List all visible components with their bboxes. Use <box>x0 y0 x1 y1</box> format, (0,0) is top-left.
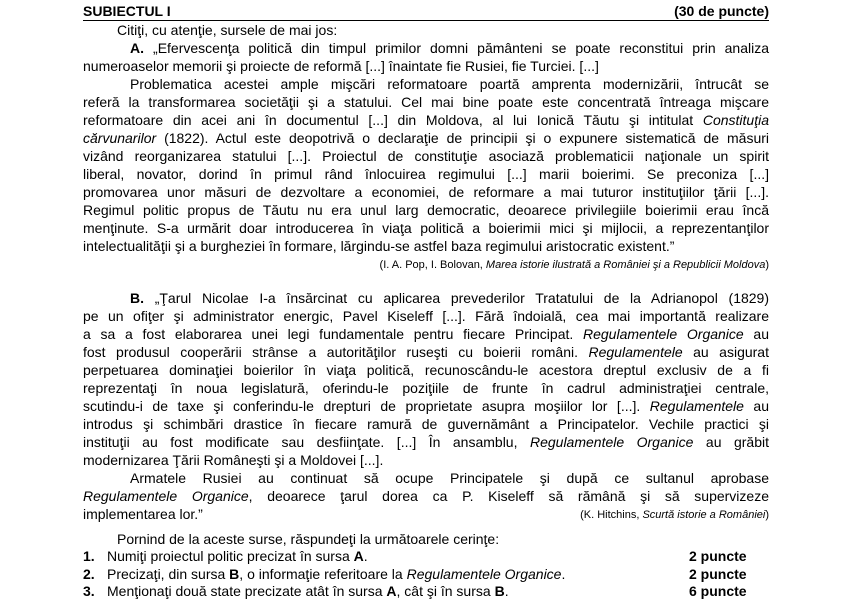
question-number: 1. <box>83 548 95 564</box>
source-b-line-2: pe un ofiţer şi administrator energic, Pavel Kiseleff [...]. Fără îndoială, cea mai importantă realizare <box>83 308 769 324</box>
source-a-line-2: numeroaselor memorii şi proiecte de reformă [...] înaintate fie Rusiei, fie Turciei. [...] <box>83 58 599 74</box>
source-a-label: A. <box>130 40 144 56</box>
source-b-line-1: B. „Ţarul Nicolae I-a însărcinat cu aplicarea prevederilor Tratatului de la Adrianopol (1829) <box>130 290 770 306</box>
question-item: 3. Menţionaţi două state precizate atât în sursa A, cât şi în sursa B. 6 puncte <box>83 583 747 599</box>
source-b-line-11: Armatele Rusiei au continuat să ocupe Principatele şi după ce sultanul aprobase <box>130 470 769 486</box>
source-a-line-3: Problematica acestei ample mişcări reformatoare poartă amprenta modernizării, întrucât se <box>130 76 769 92</box>
source-b-line-10: modernizarea Ţării Româneşti şi a Moldovei [...]. <box>83 452 384 468</box>
question-number: 2. <box>83 566 95 582</box>
source-a-line-10: Regimul politic propus de Tăutu nu era unul larg democratic, deoarece privilegiile boierimii erau încă <box>83 202 769 218</box>
source-b-line-7: scutindu-i de taxe şi conferindu-le drepturi de proprietate asupra moşiilor lor [...]. Regulamentele au <box>83 398 769 414</box>
question-points: 2 puncte <box>689 566 747 582</box>
question-number: 3. <box>83 583 95 599</box>
source-a-citation: (I. A. Pop, I. Bolovan, Marea istorie ilustrată a României şi a Republicii Moldova) <box>379 259 769 271</box>
source-a-line-11: menţinute. S-a urmărit doar introducerea în viaţa politică a boierimii mici şi mijlocii, a reprezentanţilor <box>83 220 769 236</box>
question-points: 2 puncte <box>689 548 747 564</box>
subject-title: SUBIECTUL I <box>83 3 171 19</box>
source-a-line-8: liberal, novator, dorind în primul rând înlocuirea regimului [...] marii boierimi. Se preconiza [...] <box>83 166 769 182</box>
question-points: 6 puncte <box>689 583 747 599</box>
source-a-line-9: promovarea unor măsuri de dezvoltare a economiei, de reformare a mai tuturor instituţiilor ţării [...]. <box>83 184 769 200</box>
source-b-label: B. <box>130 290 144 306</box>
instruction: Citiţi, cu atenţie, sursele de mai jos: <box>117 22 338 38</box>
source-b-line-5: perpetuarea dominaţiei boierilor în viaţa politică, recunoscându-le acestora dreptul exclusiv de a fi <box>83 362 769 378</box>
subject-header <box>83 3 769 21</box>
source-b-line-6: reprezentaţi în noua legislatură, oferindu-le poziţiile de frunte în cadrul administraţiei centrale, <box>83 380 769 396</box>
source-a-line-5: reformatoare din acei ani în documentul [...] din Moldova, al lui Ionică Tăutu şi intitulat Constituţia <box>83 112 769 128</box>
source-b-line-13: implementarea lor.” <box>83 506 203 522</box>
source-a-line-7: vizând reorganizarea statului [...]. Proiectul de constituţie asociază problematicii naţionale un spirit <box>83 148 769 164</box>
source-a-line-1: A. „Efervescenţa politică din timpul primilor domni pământeni se poate reconstitui prin analiza <box>130 40 769 56</box>
source-b-line-12: Regulamentele Organice, deoarece ţarul dorea ca P. Kiseleff să rămână şi să supervizeze <box>83 488 769 504</box>
source-b-line-4: fost produsul cooperării strânse a autorităţilor ruseşti cu boierii români. Regulamentele au asigurat <box>83 344 769 360</box>
source-b-line-3: a sa a fost elaborarea unei legi fundamentale pentru fiecare Principat. Regulamentele Organice au <box>83 326 769 342</box>
subject-points: (30 de puncte) <box>674 3 769 19</box>
source-b-line-9: instituţii au fost modificate sau desfiinţate. [...] În ansamblu, Regulamentele Organice au grăbit <box>83 434 769 450</box>
source-b-citation: (K. Hitchins, Scurtă istorie a României) <box>580 509 769 521</box>
source-a-line-12: intelectualităţii şi a burgheziei în formare, lărgindu-se astfel baza regimului aristocratic existent.” <box>83 238 675 254</box>
source-a-line-6: cărvunarilor (1822). Actul este deopotrivă o declaraţie de principii şi o expunere sistematică de măsuri <box>83 130 769 146</box>
questions-intro: Pornind de la aceste surse, răspundeţi la următoarele cerinţe: <box>117 531 500 547</box>
question-item: 1. Numiţi proiectul politic precizat în sursa A. 2 puncte <box>83 548 747 564</box>
source-a-line-4: referă la transformarea societăţii şi a statului. Cel mai bine poate este concentrată întreaga mişcare <box>83 94 769 110</box>
question-item: 2. Precizaţi, din sursa B, o informaţie referitoare la Regulamentele Organice. 2 puncte <box>83 566 747 582</box>
source-b-line-8: introdus şi schimbări drastice în fiecare ramură de guvernământ a Principatelor. Vechile practici şi <box>83 416 769 432</box>
